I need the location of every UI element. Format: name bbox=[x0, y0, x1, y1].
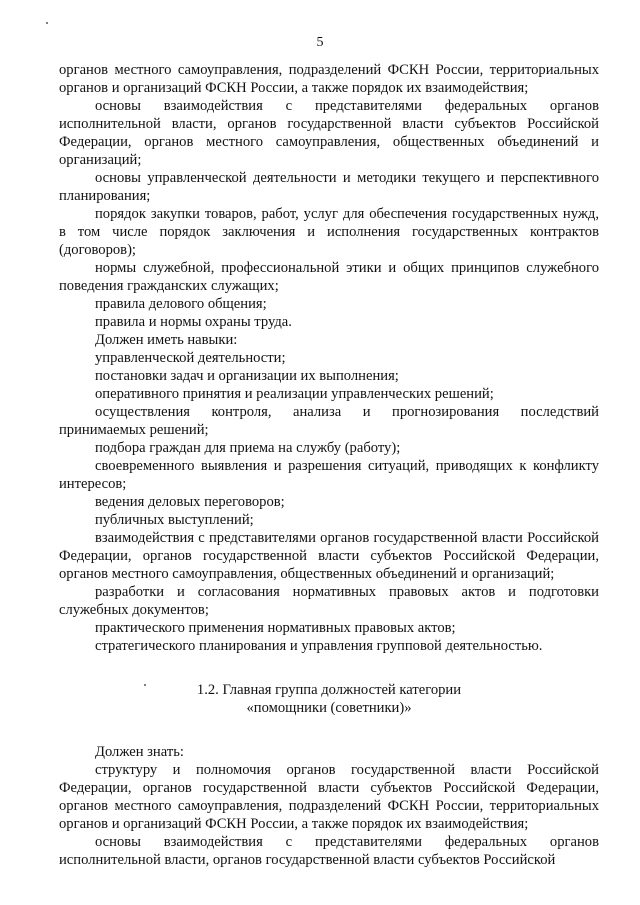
paragraph: порядок закупки товаров, работ, услуг для обеспечения государственных нужд, в том числе порядок заключения и исполнения государственных контрактов (договоров); bbox=[59, 206, 599, 258]
paragraph: Должен знать: bbox=[95, 744, 184, 760]
paragraph: своевременного выявления и разрешения ситуаций, приводящих к конфликту интересов; bbox=[59, 458, 599, 492]
document-body bbox=[59, 61, 599, 869]
page-number: 5 bbox=[316, 35, 324, 50]
section-heading: «помощники (советники)» bbox=[246, 700, 412, 716]
paragraph: взаимодействия с представителями органов государственной власти Российской Федерации, органов государственной власти субъектов Российской Федерации, органов местного самоуправления, общественных объединений и организаций; bbox=[59, 530, 599, 582]
paragraph: разработки и согласования нормативных правовых актов и подготовки служебных документов; bbox=[59, 584, 599, 618]
scan-speck bbox=[46, 22, 48, 24]
paragraph: структуру и полномочия органов государственной власти Российской Федерации, органов государственной власти субъектов Российской Федерации, органов местного самоуправления, подразделений ФСКН России, территориальных органов и организаций ФСКН России, а также порядок их взаимодействия; bbox=[59, 762, 599, 832]
section-heading: 1.2. Главная группа должностей категории bbox=[196, 682, 462, 698]
paragraph: постановки задач и организации их выполнения; bbox=[95, 368, 399, 384]
paragraph: практического применения нормативных правовых актов; bbox=[95, 620, 456, 636]
paragraph: управленческой деятельности; bbox=[95, 350, 286, 366]
paragraph: осуществления контроля, анализа и прогнозирования последствий принимаемых решений; bbox=[59, 404, 599, 438]
paragraph: органов местного самоуправления, подразделений ФСКН России, территориальных органов и организаций ФСКН России, а также порядок их взаимодействия; bbox=[59, 62, 599, 96]
paragraph: основы взаимодействия с представителями федеральных органов исполнительной власти, органов государственной власти субъектов Российской Федерации, органов местного самоуправления, общественных объединений и организаций; bbox=[59, 98, 599, 168]
paragraph: оперативного принятия и реализации управленческих решений; bbox=[95, 386, 494, 402]
paragraph: подбора граждан для приема на службу (работу); bbox=[95, 440, 401, 456]
paragraph: публичных выступлений; bbox=[95, 512, 254, 528]
paragraph: правила делового общения; bbox=[95, 296, 267, 312]
paragraph: Должен иметь навыки: bbox=[95, 332, 238, 348]
paragraph: стратегического планирования и управления групповой деятельностью. bbox=[95, 638, 543, 654]
paragraph: основы взаимодействия с представителями федеральных органов исполнительной власти, органов государственной власти субъектов Российской bbox=[59, 834, 599, 868]
paragraph: ведения деловых переговоров; bbox=[95, 494, 285, 510]
paragraph: правила и нормы охраны труда. bbox=[95, 314, 292, 330]
paragraph: основы управленческой деятельности и методики текущего и перспективного планирования; bbox=[59, 170, 599, 204]
paragraph: нормы служебной, профессиональной этики и общих принципов служебного поведения гражданских служащих; bbox=[59, 260, 599, 294]
